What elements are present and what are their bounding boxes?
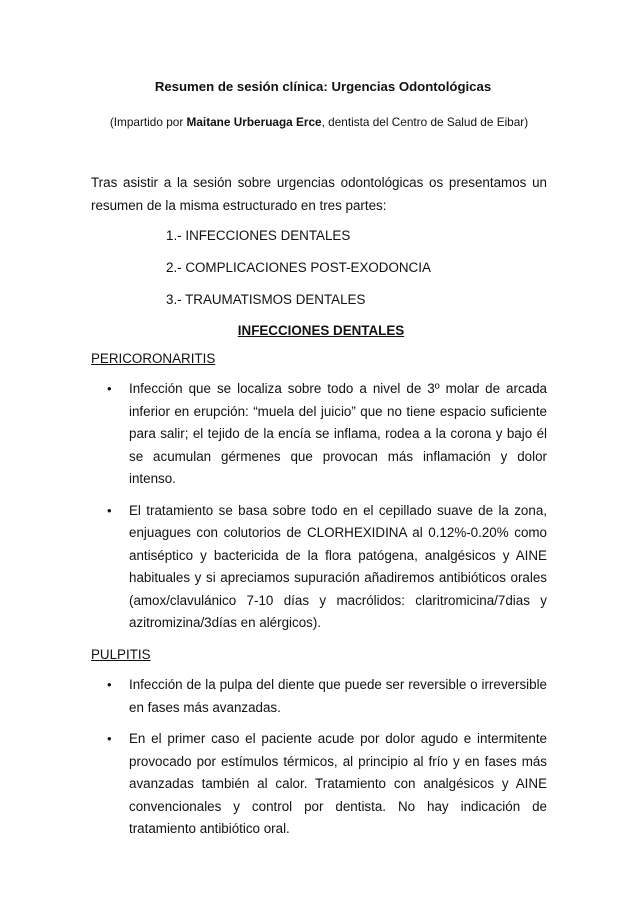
presenter-name: Maitane Urberuaga Erce	[186, 114, 322, 129]
section-title: INFECCIONES DENTALES	[237, 323, 405, 338]
bullet-item	[91, 378, 547, 491]
bullet-item	[91, 728, 547, 841]
bullet-list	[91, 378, 547, 635]
subsection-heading-pulpitis: PULPITIS	[91, 646, 151, 662]
parts-list	[91, 225, 547, 312]
bullet-icon: •	[107, 502, 112, 518]
bullet-icon: •	[107, 731, 112, 746]
bullet-item	[91, 500, 547, 635]
bullet-text: En el primer caso el paciente acude por dolor agudo e intermitente provocado por estímulos térmicos, al principio al frío y en fases más avanzadas también al calor. Tratamiento con analgésicos y AINE convencionales y control por dentista. No hay indicación de tratamiento antibiótico oral.	[129, 731, 547, 836]
bullet-text: Infección que se localiza sobre todo a nivel de 3º molar de arcada inferior en erupción: “muela del juicio” que no tiene espacio suficiente para salir; el tejido de la encía se inflama, rodea a la corona y bajo él se acumulan gérmenes que provocan más inflamación y dolor intenso.	[129, 381, 547, 486]
subtitle-prefix: (Impartido por	[109, 114, 187, 129]
bullet-text: Infección de la pulpa del diente que puede ser reversible o irreversible en fases más avanzadas.	[129, 677, 547, 715]
document-title: Resumen de sesión clínica: Urgencias Odontológicas	[154, 79, 492, 94]
document-subtitle	[75, 111, 563, 134]
subsection-heading-pericoronaritis: PERICORONARITIS	[91, 350, 216, 366]
parts-list-item: 2.- COMPLICACIONES POST-EXODONCIA	[166, 260, 431, 275]
bullet-icon: •	[107, 381, 112, 396]
parts-list-item: 3.- TRAUMATISMOS DENTALES	[166, 292, 366, 307]
bullet-item	[91, 674, 547, 719]
bullet-list	[91, 674, 547, 841]
bullet-text: El tratamiento se basa sobre todo en el cepillado suave de la zona, enjuagues con colutorios de CLORHEXIDINA al 0.12%-0.20% como antiséptico y bactericida de la flora patógena, analgésicos y AINE habituales y si apreciamos supuración añadiremos antibióticos orales (amox/clavulánico 7-10 días y macrólidos: claritromicina/7dias y azitromizina/3días en alérgicos).	[129, 502, 547, 630]
intro-paragraph: Tras asistir a la sesión sobre urgencias odontológicas os presentamos un resumen de la misma estructurado en tres partes:	[91, 175, 547, 213]
subtitle-suffix: , dentista del Centro de Salud de Eibar)	[321, 114, 529, 129]
document-content	[91, 76, 547, 850]
parts-list-item: 1.- INFECCIONES DENTALES	[166, 228, 351, 243]
bullet-icon: •	[107, 677, 112, 692]
